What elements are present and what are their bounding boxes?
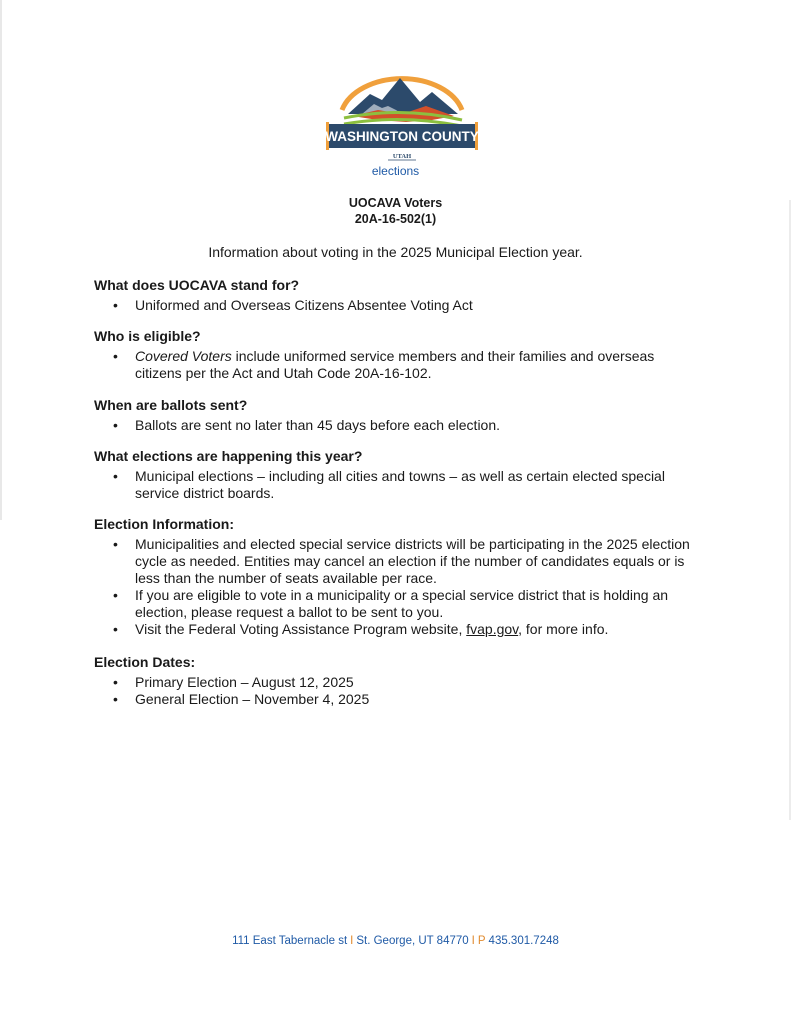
footer-phone-label: P	[477, 935, 486, 947]
intro-text: Information about voting in the 2025 Municipal Election year.	[208, 244, 583, 260]
list-item-text: Visit the Federal Voting Assistance Program website,	[135, 621, 467, 637]
bullet-list	[92, 348, 702, 382]
list-item-text: include uniformed service members and their families and overseas citizens per the Act and Utah Code 20A-16-102.	[135, 348, 655, 381]
section-elections	[92, 448, 702, 502]
list-item: • Municipalities and elected special service districts will be participating in the 2025 election cycle as needed. Entities may cancel an election if the number of candidates equals or is less than the number of seats available per race.	[135, 536, 702, 587]
footer-phone: 435.301.7248	[488, 935, 559, 947]
section-ballots	[92, 397, 702, 434]
section-eligible	[92, 328, 702, 382]
bullet-list	[92, 536, 702, 638]
scan-edge-left	[0, 0, 2, 520]
title-line-1: UOCAVA Voters	[348, 196, 443, 210]
list-item: • General Election – November 4, 2025	[135, 691, 702, 708]
list-item: • Municipal elections – including all cities and towns – as well as certain elected special service district boards.	[135, 468, 702, 502]
footer-separator: I	[350, 935, 354, 947]
section-heading: Who is eligible?	[94, 328, 201, 344]
footer-city: St. George, UT 84770	[356, 935, 469, 947]
list-item	[135, 348, 702, 382]
bullet-list	[92, 297, 702, 314]
title-line-2: 20A-16-502(1)	[354, 212, 437, 226]
section-heading: What elections are happening this year?	[94, 448, 363, 464]
footer-address: 111 East Tabernacle st	[232, 935, 348, 947]
list-item-text: , for more info.	[518, 621, 609, 637]
section-uocava	[92, 277, 702, 314]
list-item: • Ballots are sent no later than 45 days before each election.	[135, 417, 702, 434]
logo-name-text: WASHINGTON COUNTY	[325, 129, 479, 144]
section-heading: Election Dates:	[94, 654, 196, 670]
list-item	[135, 621, 702, 638]
logo-state-text: UTAH	[392, 153, 412, 160]
logo-subtitle: elections	[371, 164, 420, 178]
document-title	[0, 195, 791, 227]
section-election-info	[92, 516, 702, 638]
bullet-list	[92, 417, 702, 434]
bullet-list	[92, 468, 702, 502]
footer-contact	[0, 935, 791, 947]
section-heading: Election Information:	[94, 516, 234, 532]
fvap-link[interactable]: fvap.gov	[466, 621, 519, 637]
bullet-list	[92, 674, 702, 708]
section-heading: When are ballots sent?	[94, 397, 248, 413]
footer-separator: I	[471, 935, 475, 947]
list-item: • Primary Election – August 12, 2025	[135, 674, 702, 691]
washington-county-logo	[322, 70, 482, 166]
list-item: • Uniformed and Overseas Citizens Absentee Voting Act	[135, 297, 702, 314]
covered-voters-term: Covered Voters	[135, 348, 232, 364]
list-item: • If you are eligible to vote in a municipality or a special service district that is holding an election, please request a ballot to be sent to you.	[135, 587, 702, 621]
section-heading: What does UOCAVA stand for?	[94, 277, 300, 293]
section-election-dates	[92, 654, 702, 708]
